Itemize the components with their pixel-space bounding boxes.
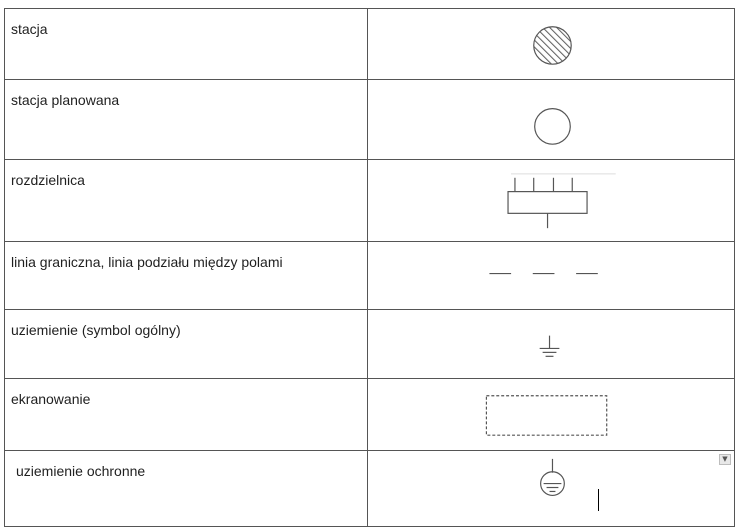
chevron-down-icon[interactable]: ▼ xyxy=(719,454,731,465)
label-cell[interactable] xyxy=(5,451,368,527)
table-row xyxy=(5,80,735,160)
station-symbol xyxy=(368,9,734,79)
screening-symbol xyxy=(368,379,734,450)
symbol-cell[interactable] xyxy=(368,160,735,242)
label-cell[interactable] xyxy=(5,379,368,451)
protective-earth-symbol xyxy=(368,451,734,526)
label-cell[interactable] xyxy=(5,310,368,379)
planned-station-symbol xyxy=(368,80,734,159)
switchgear-symbol xyxy=(368,160,734,241)
symbol-cell[interactable] xyxy=(368,379,735,451)
row-label: uziemienie (symbol ogólny) xyxy=(11,322,181,338)
symbol-cell[interactable] xyxy=(368,80,735,160)
label-cell[interactable] xyxy=(5,242,368,310)
symbol-cell[interactable] xyxy=(368,9,735,80)
symbol-cell[interactable] xyxy=(368,451,735,527)
table-row xyxy=(5,310,735,379)
text-cursor xyxy=(598,489,599,511)
symbol-legend-table xyxy=(4,8,735,527)
row-label: uziemienie ochronne xyxy=(16,463,146,479)
label-cell[interactable] xyxy=(5,160,368,242)
row-label: stacja planowana xyxy=(11,92,120,108)
symbol-cell[interactable] xyxy=(368,310,735,379)
row-label: linia graniczna, linia podziału między polami xyxy=(11,254,283,270)
label-cell[interactable] xyxy=(5,80,368,160)
boundary-line-symbol xyxy=(368,242,734,309)
label-cell[interactable] xyxy=(5,9,368,80)
row-label: ekranowanie xyxy=(11,391,91,407)
row-label: rozdzielnica xyxy=(11,172,85,188)
table-row xyxy=(5,9,735,80)
table-row xyxy=(5,379,735,451)
earth-symbol xyxy=(368,310,734,378)
table-row xyxy=(5,242,735,310)
symbol-cell[interactable] xyxy=(368,242,735,310)
row-label: stacja xyxy=(11,21,48,37)
table-row xyxy=(5,160,735,242)
table-row xyxy=(5,451,735,527)
